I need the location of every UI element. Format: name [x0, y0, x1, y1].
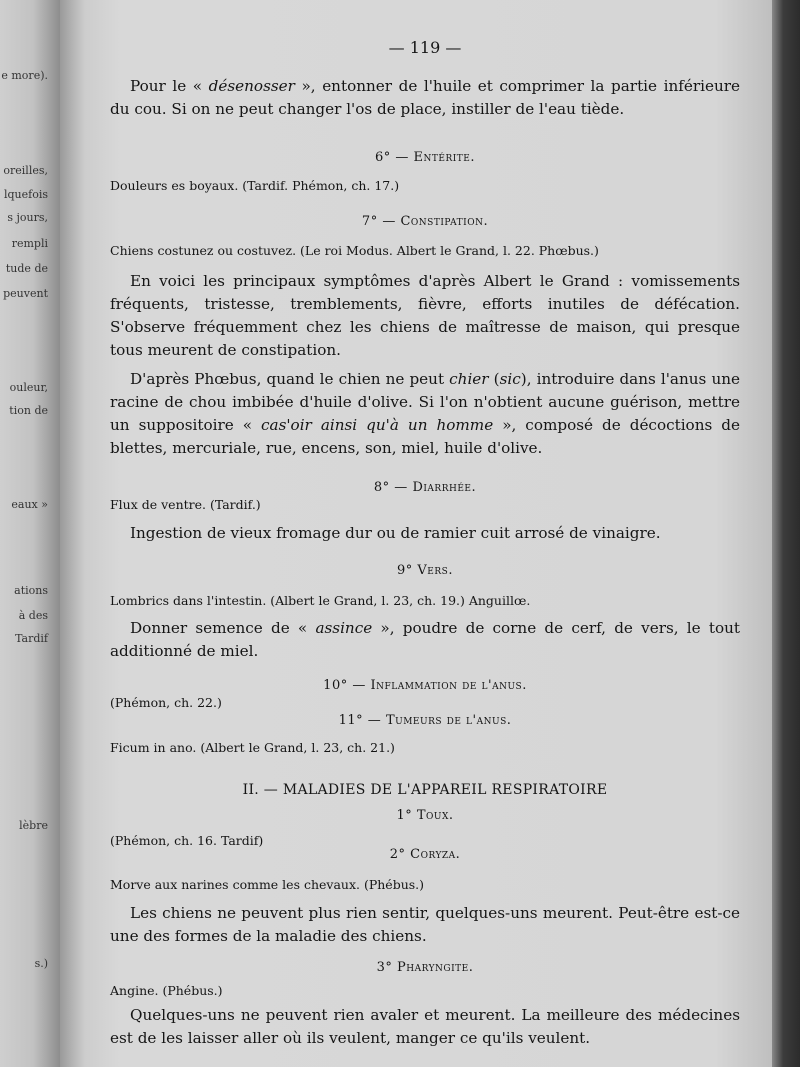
- paragraph-vers: Donner semence de « assince », poudre de corne de cerf, de vers, le tout additionné de miel.: [110, 619, 740, 660]
- paragraph-intro: Pour le « désenosser », entonner de l'huile et comprimer la partie inférieure du cou. Si on ne peut changer l'os de place, instiller de l'eau tiède.: [110, 77, 740, 118]
- reference-pharyngite: Angine. (Phébus.): [110, 983, 223, 998]
- paragraph-diarrhee: Ingestion de vieux fromage dur ou de ramier cuit arrosé de vinaigre.: [130, 524, 661, 542]
- section-heading-respiratoire: II. — MALADIES DE L'APPAREIL RESPIRATOIRE: [242, 782, 608, 798]
- page-edge-shadow: [772, 0, 800, 1067]
- reference-diarrhee: Flux de ventre. (Tardif.): [110, 497, 261, 512]
- paragraph-pharyngite: Quelques-uns ne peuvent rien avaler et meurent. La meilleure des médecines est de les laisser aller où ils veulent, manger ce qu'ils veulent.: [110, 1006, 740, 1047]
- heading-pharyngite: 3° Pharyngite.: [376, 960, 474, 975]
- left-fragment: lquefois: [3, 188, 48, 201]
- left-fragment: à des: [18, 609, 48, 622]
- reference-enterite: Douleurs es boyaux. (Tardif. Phémon, ch. 17.): [110, 178, 400, 193]
- left-fragment: e more).: [1, 69, 48, 82]
- reference-constipation: Chiens costunez ou costuvez. (Le roi Modus. Albert le Grand, l. 22. Phœbus.): [110, 243, 599, 258]
- left-fragment: rempli: [11, 237, 48, 250]
- left-fragment: tude de: [5, 262, 48, 275]
- heading-enterite: 6° — Entérite.: [374, 150, 476, 165]
- left-fragment: lèbre: [19, 819, 48, 832]
- left-facing-page: [0, 0, 60, 1067]
- reference-vers: Lombrics dans l'intestin. (Albert le Grand, l. 23, ch. 19.) Anguillœ.: [110, 593, 531, 608]
- reference-tumeurs-anus: Ficum in ano. (Albert le Grand, l. 23, ch. 21.): [110, 740, 395, 755]
- left-fragment: oreilles,: [3, 164, 48, 177]
- reference-toux: (Phémon, ch. 16. Tardif): [110, 833, 264, 848]
- heading-diarrhee: 8° — Diarrhée.: [373, 480, 477, 495]
- heading-inflammation-anus: 10° — Inflammation de l'anus.: [323, 678, 527, 693]
- book-page: [60, 0, 772, 1067]
- heading-coryza: 2° Coryza.: [389, 847, 461, 862]
- left-fragment: s.): [34, 957, 48, 970]
- reference-inflammation-anus: (Phémon, ch. 22.): [110, 695, 222, 710]
- left-fragment: peuvent: [3, 287, 48, 300]
- page-number: — 119 —: [388, 38, 462, 57]
- left-fragment: tion de: [9, 404, 48, 417]
- reference-coryza: Morve aux narines comme les chevaux. (Phébus.): [110, 877, 425, 892]
- paragraph-constipation-treatment: D'après Phœbus, quand le chien ne peut chier (sic), introduire dans l'anus une racine de chou imbibée d'huile d'olive. Si l'on n'obtient aucune guérison, mettre un suppositoire « cas'oir ainsi qu'à un homme », composé de décoctions de blettes, mercuriale, rue, encens, son, miel, huile d'olive.: [110, 370, 740, 457]
- heading-vers: 9° Vers.: [397, 563, 453, 578]
- heading-toux: 1° Toux.: [396, 808, 454, 823]
- left-fragment: ouleur,: [9, 381, 48, 394]
- paragraph-coryza: Les chiens ne peuvent plus rien sentir, quelques-uns meurent. Peut-être est-ce une des formes de la maladie des chiens.: [110, 904, 740, 945]
- left-fragment: Tardif: [15, 632, 48, 645]
- heading-tumeurs-anus: 11° — Tumeurs de l'anus.: [338, 713, 512, 728]
- paragraph-constipation-symptoms: En voici les principaux symptômes d'après Albert le Grand : vomissements fréquents, tristesse, tremblements, fièvre, efforts inutiles de défécation. S'observe fréquemment chez les chiens de maîtresse de maison, qui presque tous meurent de constipation.: [110, 272, 740, 359]
- left-fragment: eaux »: [11, 498, 48, 511]
- heading-constipation: 7° — Constipation.: [361, 214, 489, 229]
- left-fragment: s jours,: [7, 211, 48, 224]
- left-fragment: ations: [14, 584, 48, 597]
